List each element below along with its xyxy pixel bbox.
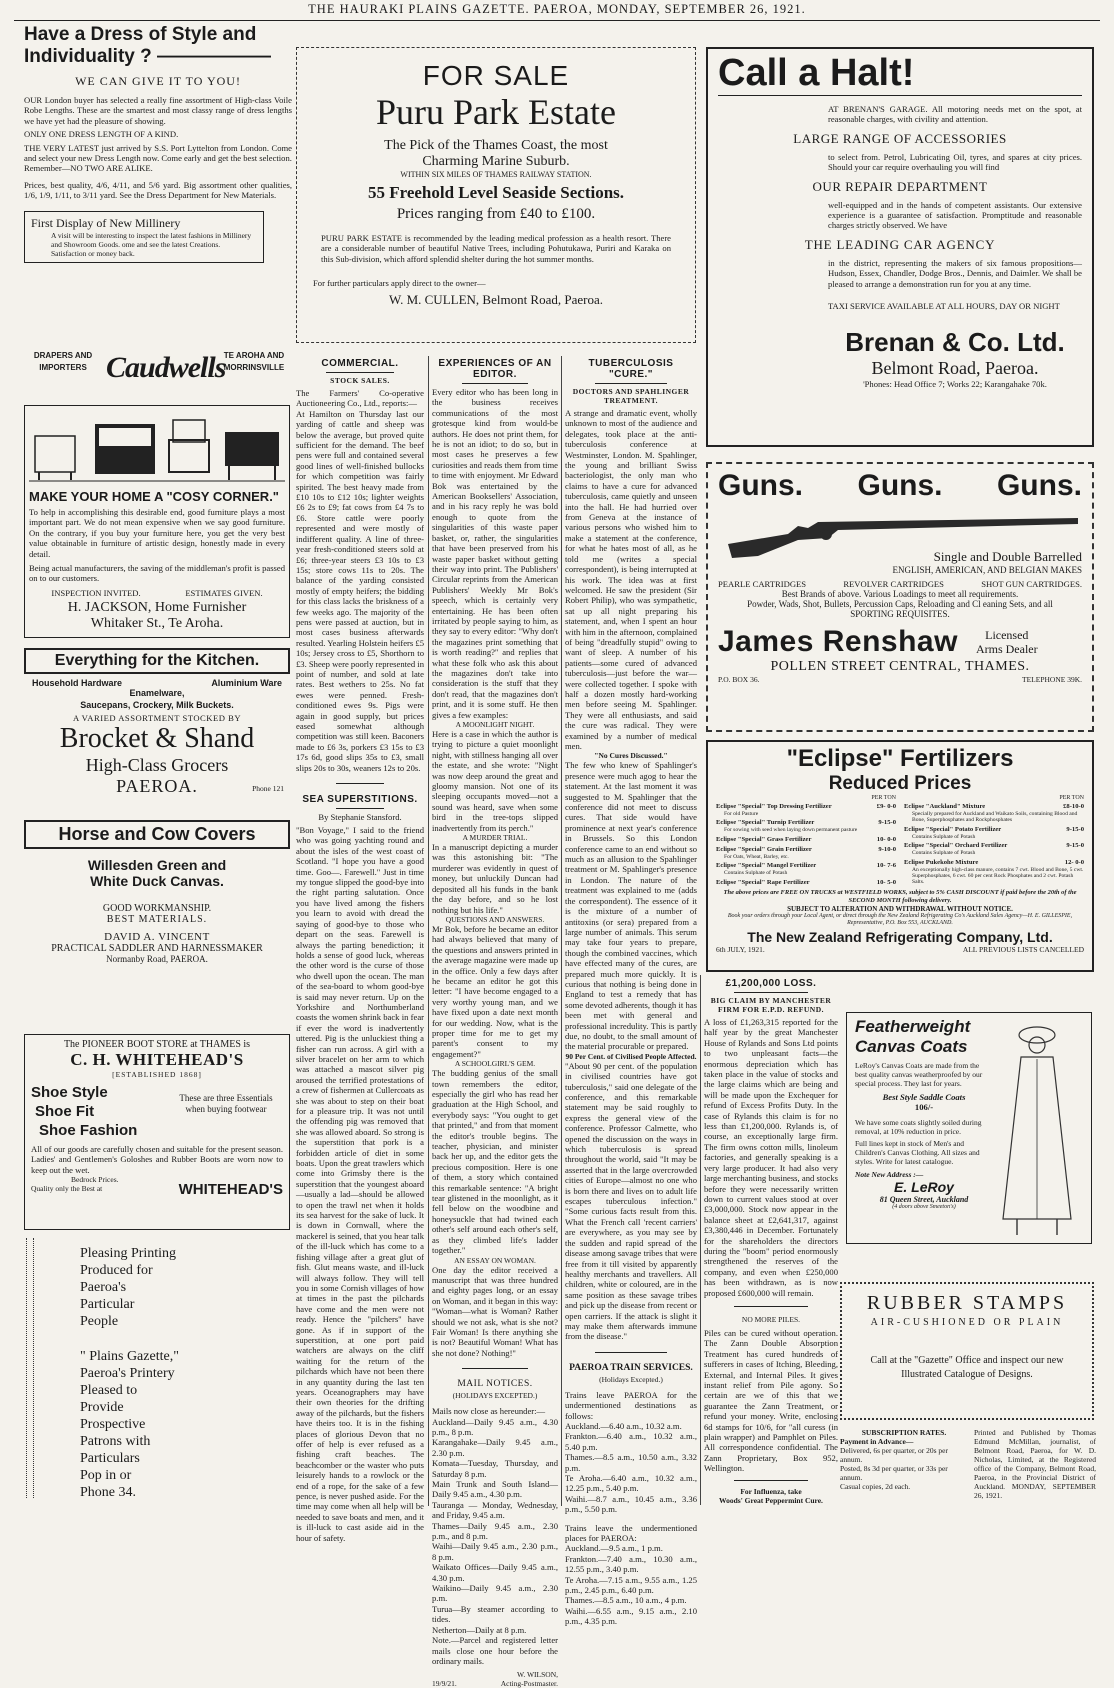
guns-renshaw-row: James Renshaw Licensed Arms Dealer bbox=[718, 625, 1038, 658]
fertilizer-desc: An exceptionally high-class manure, contains 7 cwt. Blood and Bone, 5 cwt. Superphosphates, 6 cwt. 60 per cent Rock Phosphates and 2 cwt. Potash Salts. bbox=[912, 866, 1084, 886]
leroy-p2: We have some coats slightly soiled during removal, at 10% reduction in price. bbox=[855, 1118, 982, 1136]
kitchen-ad bbox=[24, 648, 290, 808]
kitchen-l2: Saucepans, Crockery, Milk Buckets. bbox=[80, 700, 234, 710]
halt-h2: LARGE RANGE OF ACCESSORIES bbox=[793, 130, 1007, 146]
superstition-h: SEA SUPERSTITIONS. bbox=[302, 794, 418, 806]
commercial-p1: The Farmers' Co-operative Auctioneering Co., Ltd., reports:— bbox=[296, 388, 424, 409]
fertilizer-row bbox=[904, 803, 1084, 811]
horse-ad bbox=[24, 820, 290, 1000]
boot-shoe-lines: Shoe Style Shoe Fit Shoe Fashion bbox=[31, 1084, 138, 1139]
leroy-saddle: Best Style Saddle Coats bbox=[882, 1092, 966, 1102]
fertilizer-price: £8-10-0 bbox=[1063, 803, 1084, 810]
dress-p4: Remember—NO TWO ARE ALIKE. bbox=[24, 163, 153, 174]
printed-by: Printed and Published by Thomas Edmund McMillan, journalist, of Belmont Road, Paeroa, for W. D. Nicholas, Limited, at the Registered office of the Company, Belmont Road, Paeroa, in the Provincial District of Auckland. MONDAY, SEPTEMBER 26, 1921. bbox=[974, 1428, 1096, 1500]
commercial-h: COMMERCIAL. bbox=[321, 358, 399, 369]
fertilizer-price: 9-15-0 bbox=[1066, 842, 1084, 850]
masthead-rule bbox=[14, 20, 1100, 21]
dress-p5: Prices, best quality, 4/6, 4/11, and 5/6 yard. Big assortment other qualities, 1/6, 1/9, 1/11, to 3/11 yard. See the Dress Department for New Materials. bbox=[24, 179, 292, 201]
mail-item: Thames—Daily 9.45 a.m., 2.30 p.m., and 8 p.m. bbox=[432, 1520, 558, 1542]
horse-h: Horse and Cow Covers bbox=[24, 820, 290, 849]
fertilizer-desc: Contains Sulphate of Potash bbox=[912, 850, 976, 857]
eclipse-bottom: 6th JULY, 1921. ALL PREVIOUS LISTS CANCELLED bbox=[716, 944, 1084, 954]
halt-addr: Belmont Road, Paeroa. bbox=[871, 358, 1039, 379]
fertilizer-name: Eclipse "Special" Orchard Fertilizer bbox=[904, 842, 1008, 850]
furniture-illustration bbox=[29, 410, 285, 482]
fertilizer-desc: For old Pasture bbox=[724, 811, 759, 817]
col-rule-3 bbox=[700, 975, 701, 1505]
col-rule-1 bbox=[428, 356, 429, 1506]
millinery-text: A visit will be interesting to inspect the latest fashions in Millinery and Showroom Goods. ome and see the latest Creations. Satisfaction or money back. bbox=[51, 230, 252, 258]
fertilizer-price: 10- 7-6 bbox=[876, 862, 896, 870]
jackson-name: H. JACKSON, Home Furnisher bbox=[67, 599, 247, 615]
mail-item: Turua—By steamer according to tides. bbox=[432, 1603, 558, 1625]
halt-p3: well-equipped and in the hands of competent assistants. Our extensive experience is a guarantee of satisfaction. Promptitude and reasonable charges strictly observed. We have bbox=[828, 199, 1082, 231]
fertilizer-price: 9-15-0 bbox=[878, 819, 896, 827]
loss-sub: BIG CLAIM BY MANCHESTER FIRM FOR E.P.D. REFUND. bbox=[710, 996, 832, 1014]
fertilizer-desc: Specially prepared for Auckland and Waikato Soils, containing Blood and Bone, Superphosphates and Rockphosphates bbox=[912, 811, 1078, 824]
train-item: Thames.—8.5 a.m., 10 a.m., 4 p.m. bbox=[565, 1595, 687, 1606]
jackson-ad bbox=[24, 405, 290, 638]
train-item: Waihi.—6.55 a.m., 9.15 a.m., 2.10 p.m., 4.35 p.m. bbox=[565, 1605, 697, 1627]
mail-post-row: 19/9/21. Acting-Postmaster. bbox=[432, 1679, 558, 1688]
printing-line: Prospective bbox=[80, 1417, 146, 1432]
fertilizer-price: 10- 5-0 bbox=[876, 878, 896, 886]
mail-item: Note.—Parcel and registered letter mails close one hour before the ordinary mails. bbox=[432, 1635, 558, 1666]
printing-ad bbox=[80, 1245, 280, 1505]
fertilizer-name: Eclipse "Special" Grain Fertilizer bbox=[716, 845, 812, 853]
train-sub: (Holidays Excepted.) bbox=[599, 1374, 663, 1384]
eclipse-tables bbox=[716, 795, 1084, 887]
fertilizer-name: Eclipse Pukekohe Mixture bbox=[904, 858, 979, 866]
fertilizer-row bbox=[716, 879, 896, 887]
train-item: Auckland.—6.40 a.m., 10.32 a.m. bbox=[565, 1420, 682, 1431]
editor-s2: A MURDER TRIAL. bbox=[462, 833, 528, 843]
caudwells-logo: Caudwells bbox=[106, 351, 226, 384]
tb-s1: "No Cures Discussed." bbox=[594, 751, 668, 761]
subs-h: SUBSCRIPTION RATES. bbox=[861, 1428, 947, 1437]
stamps-sub: AIR-CUSHIONED OR PLAIN bbox=[870, 1317, 1064, 1328]
horse-trade: PRACTICAL SADDLER AND HARNESSMAKER bbox=[51, 943, 263, 954]
tb-sub: DOCTORS AND SPAHLINGER TREATMENT. bbox=[572, 387, 690, 405]
halt-co: Brenan & Co. Ltd. bbox=[845, 327, 1065, 358]
train-item: Te Aroha.—6.40 a.m., 10.32 a.m., 12.25 p.m., 5.40 p.m. bbox=[565, 1473, 697, 1494]
forsale-l3: WITHIN SIX MILES OF THAMES RAILWAY STATION. bbox=[400, 170, 592, 179]
dress-p2: ONLY ONE DRESS LENGTH OF A KIND. bbox=[24, 129, 179, 140]
mail-item: Komata—Tuesday, Thursday, and Saturday 8 p.m. bbox=[432, 1458, 558, 1479]
printing-lines-2 bbox=[80, 1348, 280, 1501]
stamps-h: RUBBER STAMPS bbox=[866, 1292, 1068, 1314]
printing-line: Pleasing Printing bbox=[80, 1246, 177, 1261]
printing-line: Pleased to bbox=[80, 1383, 138, 1398]
loss-h: £1,200,000 LOSS. bbox=[725, 978, 817, 989]
subs-p4: Casual copies, 2d each. bbox=[840, 1482, 911, 1491]
mail-h: MAIL NOTICES. bbox=[457, 1379, 533, 1390]
jackson-p2: Being actual manufacturers, the saving of the middleman's profit is passed on to our customers. bbox=[29, 563, 285, 584]
stamps-ad bbox=[840, 1282, 1094, 1420]
guns-licensed: Licensed Arms Dealer bbox=[975, 628, 1038, 656]
halt-taxi: TAXI SERVICE AVAILABLE AT ALL HOURS, DAY OR NIGHT bbox=[828, 301, 1060, 312]
train-item: Frankton.—7.40 a.m., 10.30 a.m., 12.55 p.m., 3.40 p.m. bbox=[565, 1553, 697, 1575]
guns-l3: Best Brands of above. Various Loadings to meet all requirements. bbox=[781, 589, 1019, 599]
printing-border bbox=[26, 1238, 34, 1498]
leroy-h2: Canvas Coats bbox=[855, 1037, 968, 1056]
halt-phones: 'Phones: Head Office 7; Works 22; Karangahake 70k. bbox=[863, 379, 1047, 390]
editor-col bbox=[432, 358, 558, 1688]
guns-l2: ENGLISH, AMERICAN, AND BELGIAN MAKES bbox=[892, 565, 1082, 575]
forsale-apply: For further particulars apply direct to the owner— bbox=[313, 278, 486, 289]
printing-line: Paeroa's Printery bbox=[80, 1366, 175, 1381]
col-rule-2 bbox=[561, 356, 562, 1506]
horse-l1: GOOD WORKMANSHIP. bbox=[102, 903, 212, 914]
eclipse-note2: SUBJECT TO ALTERATION AND WITHDRAWAL WITHOUT NOTICE. bbox=[787, 904, 1013, 913]
guns-l4: Powder, Wads, Shot, Bullets, Percussion Caps, Reloading and Cl eaning Sets, and all bbox=[747, 599, 1053, 609]
train-list-2 bbox=[565, 1523, 697, 1627]
fertilizer-name: Eclipse "Special" Grass Fertilizer bbox=[716, 835, 812, 843]
train-item: Auckland.—9.5 a.m., 1 p.m. bbox=[565, 1543, 663, 1554]
horse-s2: White Duck Canvas. bbox=[90, 873, 224, 889]
editor-h: EXPERIENCES OF AN EDITOR. bbox=[438, 358, 552, 380]
tb-col bbox=[565, 358, 697, 1627]
mail-item: Tauranga — Monday, Wednesday, and Friday, 9.45 a.m. bbox=[432, 1499, 558, 1521]
guns-street: POLLEN STREET CENTRAL, THAMES. bbox=[770, 659, 1030, 674]
halt-h: Call a Halt! bbox=[718, 51, 1082, 96]
subs-p3: Posted, 8s 3d per quarter, or 33s per annum. bbox=[840, 1464, 948, 1482]
train-item: Frankton.—6.40 a.m., 10.32 a.m., 5.40 p.m. bbox=[565, 1431, 697, 1452]
editor-p1: Every editor who has been long in the business receives communications of the most grotesque kind from would-be authors. He does not print them, for he is not an idiot; to do so, but in most cases he preserves a few curiosities and reads them from time to time with enjoyment. Mr Edward Bok was entertained by the American Booksellers' Association, and in his racy reply he was bold enough to quote from the singularities of this waste paper basket, or, rather, the singularities that have been preserved from his waste paper basket without getting their way into print. The Publishers' Circular reprints from the American Publishers' Weekly Mr Bok's speech, which is certainly very entertaining. He has been often irritated by people saying to him, as they say to every editor: "Why don't the magazines print something that is worth reading?" and replies that what these folk who ask this about the magazines don't take into consideration is the stuff that they don't read, that the magazines don't print, and it is some stuff. He then gives a few examples: bbox=[432, 387, 558, 720]
fertilizer-row bbox=[716, 803, 896, 811]
mail-item: Main Trunk and South Island—Daily 9.45 a.m., 4.30 p.m. bbox=[432, 1479, 558, 1500]
leroy-addr: 81 Queen Street, Auckland bbox=[879, 1195, 969, 1204]
train-item: Waihi.—8.7 a.m., 10.45 a.m., 3.36 p.m., 5.50 p.m. bbox=[565, 1493, 697, 1515]
editor-p4: Mr Bok, before he became an editor had always believed that many of the questions and answers printed in the average magazine were made up in the office. Only a few days after he became an editor he got this letter: "I have become engaged to a very worthy young man, and we have fixed upon a date next month for our wedding. Now, what is the proper time for me to get my parent's consent to my engagement?" bbox=[432, 923, 558, 1059]
fertilizer-name: Eclipse "Special" Rape Fertilizer bbox=[716, 878, 810, 886]
eclipse-ad bbox=[706, 740, 1094, 972]
horse-s1: Willesden Green and bbox=[87, 857, 227, 873]
kitchen-l1: Household Hardware Aluminium Ware bbox=[32, 678, 282, 688]
boot-name: C. H. WHITEHEAD'S bbox=[70, 1050, 244, 1069]
fertilizer-price: £9- 0-0 bbox=[876, 803, 896, 810]
guns-headline: Guns. Guns. Guns. bbox=[718, 469, 1082, 502]
editor-s1: A MOONLIGHT NIGHT. bbox=[455, 720, 535, 729]
halt-h4: THE LEADING CAR AGENCY bbox=[804, 236, 996, 252]
guns-cartridges: PEARLE CARTRIDGES REVOLVER CARTRIDGES SHOT GUN CARTRIDGES. bbox=[718, 579, 1082, 589]
editor-p3: In a manuscript depicting a murder was this astonishing bit: "The murderer was evidently in quest of money, but unluckily Duncan had deposited all his funds in the bank the day before, and so he lost nothing but his life." bbox=[432, 842, 558, 915]
mail-item: Waihi—Daily 9.45 a.m., 2.30 p.m., 8 p.m. bbox=[432, 1541, 558, 1562]
train-item: Thames.—8.5 a.m., 10.50 a.m., 3.32 p.m. bbox=[565, 1452, 697, 1473]
forsale-ad bbox=[296, 47, 696, 343]
fertilizer-name: Eclipse "Special" Mangel Fertilizer bbox=[716, 862, 817, 870]
tb-h: TUBERCULOSIS "CURE." bbox=[588, 358, 674, 380]
leroy-note: Note New Address :— bbox=[855, 1170, 924, 1179]
masthead: THE HAURAKI PLAINS GAZETTE. PAEROA, MONDAY, SEPTEMBER 26, 1921. bbox=[308, 2, 806, 16]
boot-est: [ESTABLISHED 1868] bbox=[112, 1070, 202, 1079]
loss-flu1: For Influenza, take bbox=[740, 1486, 802, 1496]
loss-flu2: Woods' Great Peppermint Cure. bbox=[719, 1495, 823, 1505]
printing-line: Paeroa's bbox=[80, 1280, 127, 1295]
boot-side: These are three Essentials when buying footwear bbox=[179, 1093, 273, 1114]
boot-l1: The PIONEER BOOT STORE at THAMES is bbox=[63, 1039, 251, 1050]
mail-sub: (HOLIDAYS EXCEPTED.) bbox=[452, 1391, 538, 1401]
caudwells-bar bbox=[24, 346, 292, 394]
dress-sub: WE CAN GIVE IT TO YOU! bbox=[75, 74, 241, 88]
editor-p6: One day the editor received a manuscript that was three hundred and eighty pages long, or an essay on Woman, and it began in this way: "Woman—what is Woman? Rather should we not ask, what is she not? Fair Woman! Is there anything she is not? Beautiful Woman! What has she not done? Nothing!" bbox=[432, 1264, 558, 1358]
fertilizer-price: 9-15-0 bbox=[1066, 825, 1084, 833]
fertilizer-row bbox=[716, 836, 896, 844]
leroy-p3: Full lines kept in stock of Men's and Children's Canvas Clothing. All sizes and styles. Write for latest catalogue. bbox=[855, 1139, 980, 1166]
subs-p1: Payment in Advance— bbox=[840, 1437, 914, 1446]
forsale-l5: Prices ranging from £40 to £100. bbox=[396, 206, 596, 222]
halt-p2: to select from. Petrol, Lubricating Oil, tyres, and spares at city prices. Should your car require overhauling you will find bbox=[828, 151, 1082, 173]
eclipse-note3: Book your orders through your Local Agent, or direct through the New Zealand Refrigerating Co's Auckland Sales Agency—H. E. GILLESPIE, Representative, P.O. Box 553, AUCKLAND. bbox=[727, 912, 1073, 926]
loss-p: A loss of £1,263,315 reported for the half year by the great Manchester House of Rylands and Sons Ltd points to two unpleasant facts—the enormous depreciation which has taken place in the value of stocks and the large claims which are being and will be made upon the Exchequer for refund of Excess Profits Duty. In the case of Rylands this claim is for no less than £1,200,000. Rylands is, of course, an exceptionally large firm. The firm owns cotton mills, linoleum factories, and generally speaking is a very large producer. It had also very large merchanting business, and stocks before they were necessarily written down to current values stood at over £3,000,000. Stock now appear in the balance sheet at £2,641,317, against £3,380,446 in December. Fortunately for the shareholders the directors during the "boom" period enormously strengthened the reserves of the company, and even when £250,000 has been withdrawn, as is now proposed £600,000 will remain. bbox=[704, 1017, 838, 1298]
subs-col bbox=[840, 1428, 968, 1504]
raincoat-figure-icon bbox=[987, 1019, 1087, 1239]
eclipse-co: The New Zealand Refrigerating Company, Ltd. bbox=[747, 928, 1053, 945]
leroy-name: E. LeRoy bbox=[894, 1179, 954, 1195]
printing-line: Particular bbox=[80, 1297, 135, 1312]
mail-item: Mails now close as hereunder:— bbox=[432, 1406, 546, 1417]
dress-p3: THE VERY LATEST just arrived by S.S. Port Lyttelton from London. Come and select your new Dress Length now. Come early and get the best selection. bbox=[24, 142, 292, 164]
eclipse-sub: Reduced Prices bbox=[828, 773, 972, 794]
superstition-by: By Stephanie Stansford. bbox=[318, 812, 402, 823]
editor-p5: The budding genius of the small town remembers the editor, especially the girl who has read her graduation at the High School, and everybody says: "You ought to get that printed," and from that moment the editor's trouble begins. The teacher, physician, and minister back her up, and the editor gets the precious composition. Here is one of them, a story which contained this remarkable sentence: "A bright tear glistened in the moonlight, as it fell below on the woodbine and honeysuckle that had twined each other's self around each other's self, as they climbed life's ladder together." bbox=[432, 1068, 558, 1256]
printing-line: People bbox=[80, 1314, 119, 1329]
boot-bottom: Bedrock Prices. Quality only the Best at WHITEHEAD'S bbox=[31, 1175, 283, 1199]
printing-lines-1 bbox=[80, 1245, 280, 1330]
mail-post-name: W. WILSON, bbox=[516, 1670, 558, 1680]
fertilizer-price: 10- 0-0 bbox=[876, 835, 896, 843]
editor-s4: A SCHOOLGIRL'S GEM. bbox=[454, 1059, 536, 1069]
forsale-l1: The Pick of the Thames Coast, the most bbox=[384, 138, 608, 153]
commercial-p2: At Hamilton on Thursday last our yarding of cattle and sheep was below the average, but proved quite sufficient for the demand. The beef pens were full and contained several good lines of well-finished bullocks for which competition was fairly spirited. The best heavy made from £10 10s to £12 10s; lighter weights £6 2s to £9; fat cows from £4 7s to £6. Store cattle were poorly represented and were mostly of indifferent quality. A line of three-year fresh-conditioned steers sold at £6; three-year steers £3 10s to £3 15s; store cows 11s to 20s. The balance of the yarding consisted mostly of empty heifers; the bidding for this class lacks the briskness of a few weeks ago. The majority of the pens were passed at auction, but in most cases business afterwards resulted. Yearling Holstein heifers £5 10s; Jersey cross to £5, Shorthorn to £3. Sheep were poorly represented in point of number, and sold at late rates. Best wethers to 25s. No fat ewes were penned. Fresh-conditioned ewes 9s. Pigs were again in good supply, but prices eased somewhat although competition was still keen. Baconers made to £6 3s, porkers £3 15s to £3 17s 6d, good slips 35s to £3, small slips 20s to 30s, weaners 12s to 20s. bbox=[296, 408, 424, 773]
eclipse-left: PER TON Eclipse "Special" Top Dressing Fertilizer £9- 0-0 For old Pasture Eclipse "Special" Turnip Fertilizer 9-15-0 For sowing with seed when laying down permanent pasture Eclipse "Special" Grass Fertilizer 10- 0-0 Eclipse "Special" Grain Fertilizer 9-10-0 For Oats, Wheat, Barley, etc. Eclipse "Special" Mangel Fertilizer 10- 7-6 Contains Sulphate of Potash Eclipse "Special" Rape Fertilizer 10- 5-0 bbox=[716, 795, 896, 886]
printing-line: Pop in or bbox=[80, 1468, 132, 1483]
printing-line: Produced for bbox=[80, 1263, 153, 1278]
guns-l5: SPORTING REQUISITES. bbox=[850, 609, 950, 619]
millinery-box bbox=[24, 211, 264, 263]
train-list-1 bbox=[565, 1390, 697, 1515]
leroy-addr2: (4 doors above Smeeton's) bbox=[892, 1204, 956, 1210]
forsale-h1: FOR SALE bbox=[422, 60, 570, 91]
fertilizer-price: 12- 0-0 bbox=[1064, 858, 1084, 866]
leroy-p: LeRoy's Canvas Coats are made from the best quality canvas weatherproofed by our special process. They last for years. bbox=[855, 1061, 983, 1088]
editor-s5: AN ESSAY ON WOMAN. bbox=[454, 1255, 536, 1265]
tb-p2: The few who knew of Spahlinger's presence were much agog to hear the statement. At the last moment it was suggested to M. Spahlinger that the conference did not meet to discuss cures. That side would have prominence at next year's conference in Brussels. So this London conference came to an end without so much as an allusion to the Spahlinger treatment or M. Spahlinger's presence in London. The nature of the treatment was explained to me (adds the correspondent). The essence of it is the mixture of a number of antitoxins (or sera) prepared from a large number of animals. This serum may take four years to prepare, though the combined vaccines, which have effected many of the cures, are prepared much more quickly. It is curious that nothing is being done in England to test a remedy that has some devoted adherents, though it has been met with general and professional incredulity. This is partly due, no doubt, to the small amount of the material procurable or prepared. bbox=[565, 760, 697, 1052]
editor-s3: QUESTIONS AND ANSWERS. bbox=[445, 914, 545, 924]
eclipse-note1: The above prices are FREE ON TRUCKS at WESTFIELD WORKS, subject to 5% CASH DISCOUNT if paid before the 20th of the SECOND MONTH following delivery. bbox=[723, 888, 1077, 904]
fertilizer-name: Eclipse "Special" Turnip Fertilizer bbox=[716, 819, 815, 827]
fertilizer-name: Eclipse "Special" Potato Fertilizer bbox=[904, 825, 1002, 833]
tb-s2: 90 Per Cent. of Civilised People Affected. bbox=[565, 1051, 697, 1061]
horse-l2: BEST MATERIALS. bbox=[106, 914, 208, 925]
eclipse-h: "Eclipse" Fertilizers bbox=[786, 745, 1014, 772]
train-item: Trains leave the undermentioned places for PAEROA: bbox=[565, 1522, 697, 1544]
dress-title: Have a Dress of Style and Individuality ? —————— bbox=[24, 24, 272, 67]
jackson-p1: To help in accomplishing this desirable end, good furniture plays a most important part. We do not mean expensive when we say good furniture. On the contrary, if you buy your furniture here, you get the very best value obtainable in furniture of artistic design, honestly made in every detail. bbox=[29, 507, 285, 559]
fertilizer-name: Eclipse "Special" Top Dressing Fertilizer bbox=[716, 803, 832, 810]
halt-p4: in the district, representing the makers of six famous propositions—Hudson, Essex, Chandler, Dodge Bros., Dennis, and Daimler. We shall be pleased to arrange a demonstration run for you at any time. bbox=[828, 257, 1082, 289]
leroy-ad bbox=[846, 1012, 1092, 1244]
forsale-owner: W. M. CULLEN, Belmont Road, Paeroa. bbox=[389, 292, 603, 308]
jackson-h: MAKE YOUR HOME A "COSY CORNER." bbox=[29, 489, 279, 504]
editor-p2: Here is a case in which the author is trying to picture a quiet moonlight night, with stillness hanging all over the estate, and she wrote: "Night was now deep around the great and gloomy mansion. Not one of its sleeping occupants moved—not a sound was heard, save when some bird in the tree-tops slipped inadvertently from its perch." bbox=[432, 729, 558, 833]
printing-line: Particulars bbox=[80, 1451, 140, 1466]
halt-h3: OUR REPAIR DEPARTMENT bbox=[812, 178, 988, 194]
printing-line: Provide bbox=[80, 1400, 124, 1415]
guns-ad bbox=[706, 462, 1094, 732]
mail-list bbox=[432, 1406, 558, 1666]
kitchen-h: Everything for the Kitchen. bbox=[24, 648, 290, 674]
mail-item: Auckland—Daily 9.45 a.m., 4.30 p.m., 8 p.m. bbox=[432, 1416, 558, 1437]
kitchen-town-row: PAEROA. Phone 121 bbox=[116, 776, 284, 796]
dress-ad bbox=[24, 24, 292, 346]
kitchen-name: Brocket & Shand bbox=[59, 723, 255, 754]
fertilizer-row bbox=[716, 819, 896, 827]
commercial-sub: STOCK SALES. bbox=[330, 376, 390, 385]
mail-item: Karangahake—Daily 9.45 a.m., 2.30 p.m. bbox=[432, 1437, 558, 1458]
boot-shoe-row bbox=[31, 1083, 283, 1140]
loss-col bbox=[704, 978, 838, 1506]
te-aroha-label: TE AROHA AND MORRINSVILLE bbox=[223, 351, 285, 372]
drapers-label: DRAPERS AND IMPORTERS bbox=[33, 351, 93, 372]
halt-ad bbox=[706, 47, 1094, 447]
loss-p2: Piles can be cured without operation. The Zann Double Absorption Treatment has cured hundreds of sufferers in cases of Itching, Bleeding, External, and Internal Piles. It gives instant relief from Pile agony. So certain are we of this that we guarantee the Zann Treatment, or refund your money. Write, enclosing 6d stamps for 10/6, for "all curess (in plain wrapper) and Pamphlet on Piles. All correspondence confidential. The Zann Proprietary, Box 952, Wellington. bbox=[704, 1327, 838, 1474]
tb-p3: "About 90 per cent. of the population in civilised countries have got tuberculosis," said one delegate of the conference, and this remarkable statement may be said roughly to express the general view of the conference. Professor Calmette, who opened the discussion on the ways in which tuberculosis is spread throughout the world, said "It may be asserted that in the large overcrowded cities of Europe—almost no one who is born there and lives on to adult life escapes tuberculous infection." "Some curious facts result from this. What the French call 'recent carriers' are everywhere, as you may see by the sudden and rapid spread of the disease among savage tribes that were free from it till visited by apparently healthy merchants and travellers. All children, white or coloured, are in the same position as these savage tribes and pick up the disease from recent or open carriers. If the attack is slight it may make them afterwards immune from the disease." bbox=[565, 1060, 697, 1342]
subs-p2: Delivered, 6s per quarter, or 20s per annum. bbox=[840, 1446, 948, 1464]
printing-line: Patrons with bbox=[80, 1434, 151, 1449]
leroy-price: 106/- bbox=[914, 1102, 934, 1112]
forsale-l4: 55 Freehold Level Seaside Sections. bbox=[367, 183, 625, 202]
printing-line: " Plains Gazette," bbox=[80, 1349, 179, 1364]
tb-p1: A strange and dramatic event, wholly unknown to most of the audience and delegates, took place at the anti-tuberculosis conference at Westminster, London. M. Spahlinger, the young and brilliant Swiss bacteriologist, the only man who claims to have a cure for advanced tuberculosis, came quietly and unseen into the hall. He had hurried over from Geneva at the instance of various persons who wished him to make a statement at the conference, for what he hates most of all, as he told me (writes a special correspondent), is being interrupted at his work. The idea was at first welcomed. He saw the president (Sir Robert Philip), who was sympathetic, sat up all night preparing his statement, and, when I spent an hour with him in the afternoon, complained of being "dreadfully stupid" owing to want of sleep. A number of his patients—some cured of advanced tuberculosis—just before the war—were collected together. I spoke with half a dozen mostly hard-working men before seeing M. Spahlinger. They were all enthusiasts, and said the cure was radical. They were examined by a number of medical men. bbox=[565, 408, 697, 751]
forsale-l2: Charming Marine Suburb. bbox=[422, 154, 570, 169]
horse-addr: Normanby Road, PAEROA. bbox=[106, 954, 208, 964]
stamps-p: Call at the "Gazette" Office and inspect our new Illustrated Catalogue of Designs. bbox=[870, 1355, 1064, 1380]
millinery-title: First Display of New Millinery bbox=[31, 215, 181, 230]
fertilizer-name: Eclipse "Auckland" Mixture bbox=[904, 803, 986, 810]
kitchen-sub: High-Class Grocers bbox=[85, 755, 229, 775]
eclipse-right: PER TON Eclipse "Auckland" Mixture £8-10-0 Specially prepared for Auckland and Waikato Soils, containing Blood and Bone, Superphosphates and Rockphosphates Eclipse "Special" Potato Fertilizer 9-15-0 Contains Sulphate of Potash Eclipse "Special" Orchard Fertilizer 9-15-0 Contains Sulphate of Potash Eclipse Pukekohe Mixture 12- 0-0 An exceptionally high-class manure, contains 7 cwt. Blood and Bone, 5 cwt. Superphosphates, 6 cwt. 60 per cent Rock Phosphates and 2 cwt. Potash Salts. bbox=[904, 795, 1084, 886]
forsale-p: PURU PARK ESTATE is recommended by the leading medical profession as a health resort. There are a considerable number of beautiful Native Trees, including Pohutukawa, Puriri and Karaka on this Sub-division, which afford splendid shelter during the hot summer months. bbox=[321, 233, 671, 264]
train-item: Trains leave PAEROA for the undermentioned destinations as follows: bbox=[565, 1389, 697, 1421]
guns-contact: P.O. BOX 36. TELEPHONE 39K. bbox=[718, 675, 1082, 684]
jackson-inv-row: INSPECTION INVITED. ESTIMATES GIVEN. bbox=[51, 587, 263, 598]
kitchen-l1c: Enamelware, bbox=[129, 688, 185, 698]
fertilizer-row bbox=[904, 826, 1084, 834]
kitchen-l3: A VARIED ASSORTMENT STOCKED BY bbox=[72, 713, 242, 723]
boot-p: All of our goods are carefully chosen and suitable for the present season. Ladies' and Gentlemen's Goloshes and Rubber Boots are worn now to keep out the wet. bbox=[31, 1144, 283, 1175]
jackson-addr: Whitaker St., Te Aroha. bbox=[90, 615, 224, 631]
fertilizer-row bbox=[904, 859, 1084, 867]
printing-line: Phone 34. bbox=[80, 1485, 136, 1500]
train-item: Te Aroha.—7.15 a.m., 9.55 a.m., 1.25 p.m., 2.45 p.m., 6.40 p.m. bbox=[565, 1574, 697, 1596]
boot-ad bbox=[24, 1034, 290, 1230]
fertilizer-row bbox=[716, 846, 896, 854]
leroy-h1: Featherweight bbox=[855, 1017, 971, 1036]
superstition-p: "Bon Voyage," I said to the friend who was going yachting round and about the isles of the west coast of Scotland. "I hope you have a good time. Goo—. Farewell." Just in time my tongue slipped the good-bye into the right parting salutation. Once you have lived among the fishers you learn to avoid with dread the saying of good-bye to those who depart on the seas. Farewell is always the parting benediction; it holds a sense of good luck, whereas the other word is the curse of those who dwell upon the ocean. The man of the sea-board to whom good-bye is said may never return. Up on the Yorkshire and Northumberland coasts the women shrink back in fear if ever the word is inadvertently uttered. Pig is the unluckiest thing a fisher can run across. A girl with a silver bracelet on her arm to which was attached a mascot silver pig aroused the terrified protestations of a crew of fishermen at Cullercoats as she was about to step on their boat for a pleasure trip. It was not until the offending pig was removed that she was allowed aboard. So strong is the superstition that pork is a forbidden article of diet in some boats. Upon the great trawlers which come into Grimsby there is the superstition that the youngest aboard—usually a lad—should be allowed to open the trawl net when it holds its sea harvest for the sake of luck. It is down in Cornwall, where the mackerel is seined, that you hear talk of the ill-luck which has come to a fishing village after a great glut of fish. Glut means waste, and ill-luck will always follow. They will tell you in some Cornish villages of how at times in the past the pilchards have come and the men were not ready. Hence the "pilchers" have gone. As if in support of the superstition, at one port paid watchers are always on the cliff waiting for the return of the pilchards which have not been there in any quantity during the last ten years. Oceanographers may have their own theories for the drifting away of the pilchards, but the fishers have theirs too. It is in the fishing places of glorious Devon that no offer of help is ever refused as a fishing craft beaches. The beachcomber or the waster who puts leisurely hands to a rowlock or the end of a rope, for the sake of a few pence, is never pushed aside. For the time may come when all help will be needed to save boats and men, and it is ill-luck to cast aside aid in the hour of safety. bbox=[296, 825, 424, 1543]
forsale-h2: Puru Park Estate bbox=[376, 92, 616, 132]
mail-item: Waikino—Daily 9.45 a.m., 2.30 p.m. bbox=[432, 1583, 558, 1604]
guns-l1: Single and Double Barrelled bbox=[933, 549, 1082, 564]
fertilizer-desc: Contains Sulphate of Potash bbox=[724, 870, 788, 877]
fertilizer-desc: For sowing with seed when laying down permanent pasture bbox=[724, 827, 858, 834]
fertilizer-desc: Contains Sulphate of Potash bbox=[912, 833, 976, 840]
mail-item: Waikato Offices—Daily 9.45 a.m., 4.30 p.m. bbox=[432, 1562, 558, 1583]
halt-p1: AT BRENAN'S GARAGE. All motoring needs met on the spot, at reasonable charges, with civility and attention. bbox=[828, 104, 1082, 125]
fertilizer-desc: For Oats, Wheat, Barley, etc. bbox=[724, 853, 789, 860]
fertilizer-price: 9-10-0 bbox=[878, 845, 896, 853]
dress-p1: OUR London buyer has selected a really fine assortment of High-class Voile Robe Lengths. These are the smartest and most classy range of dress lengths we have yet had the pleasure of showing. bbox=[24, 95, 292, 126]
mail-item: Netherton—Daily at 8 p.m. bbox=[432, 1624, 527, 1635]
train-h: PAEROA TRAIN SERVICES. bbox=[569, 1362, 693, 1373]
loss-s: NO MORE PILES. bbox=[741, 1314, 801, 1324]
horse-name: DAVID A. VINCENT bbox=[104, 931, 210, 943]
commercial-col bbox=[296, 358, 424, 1543]
